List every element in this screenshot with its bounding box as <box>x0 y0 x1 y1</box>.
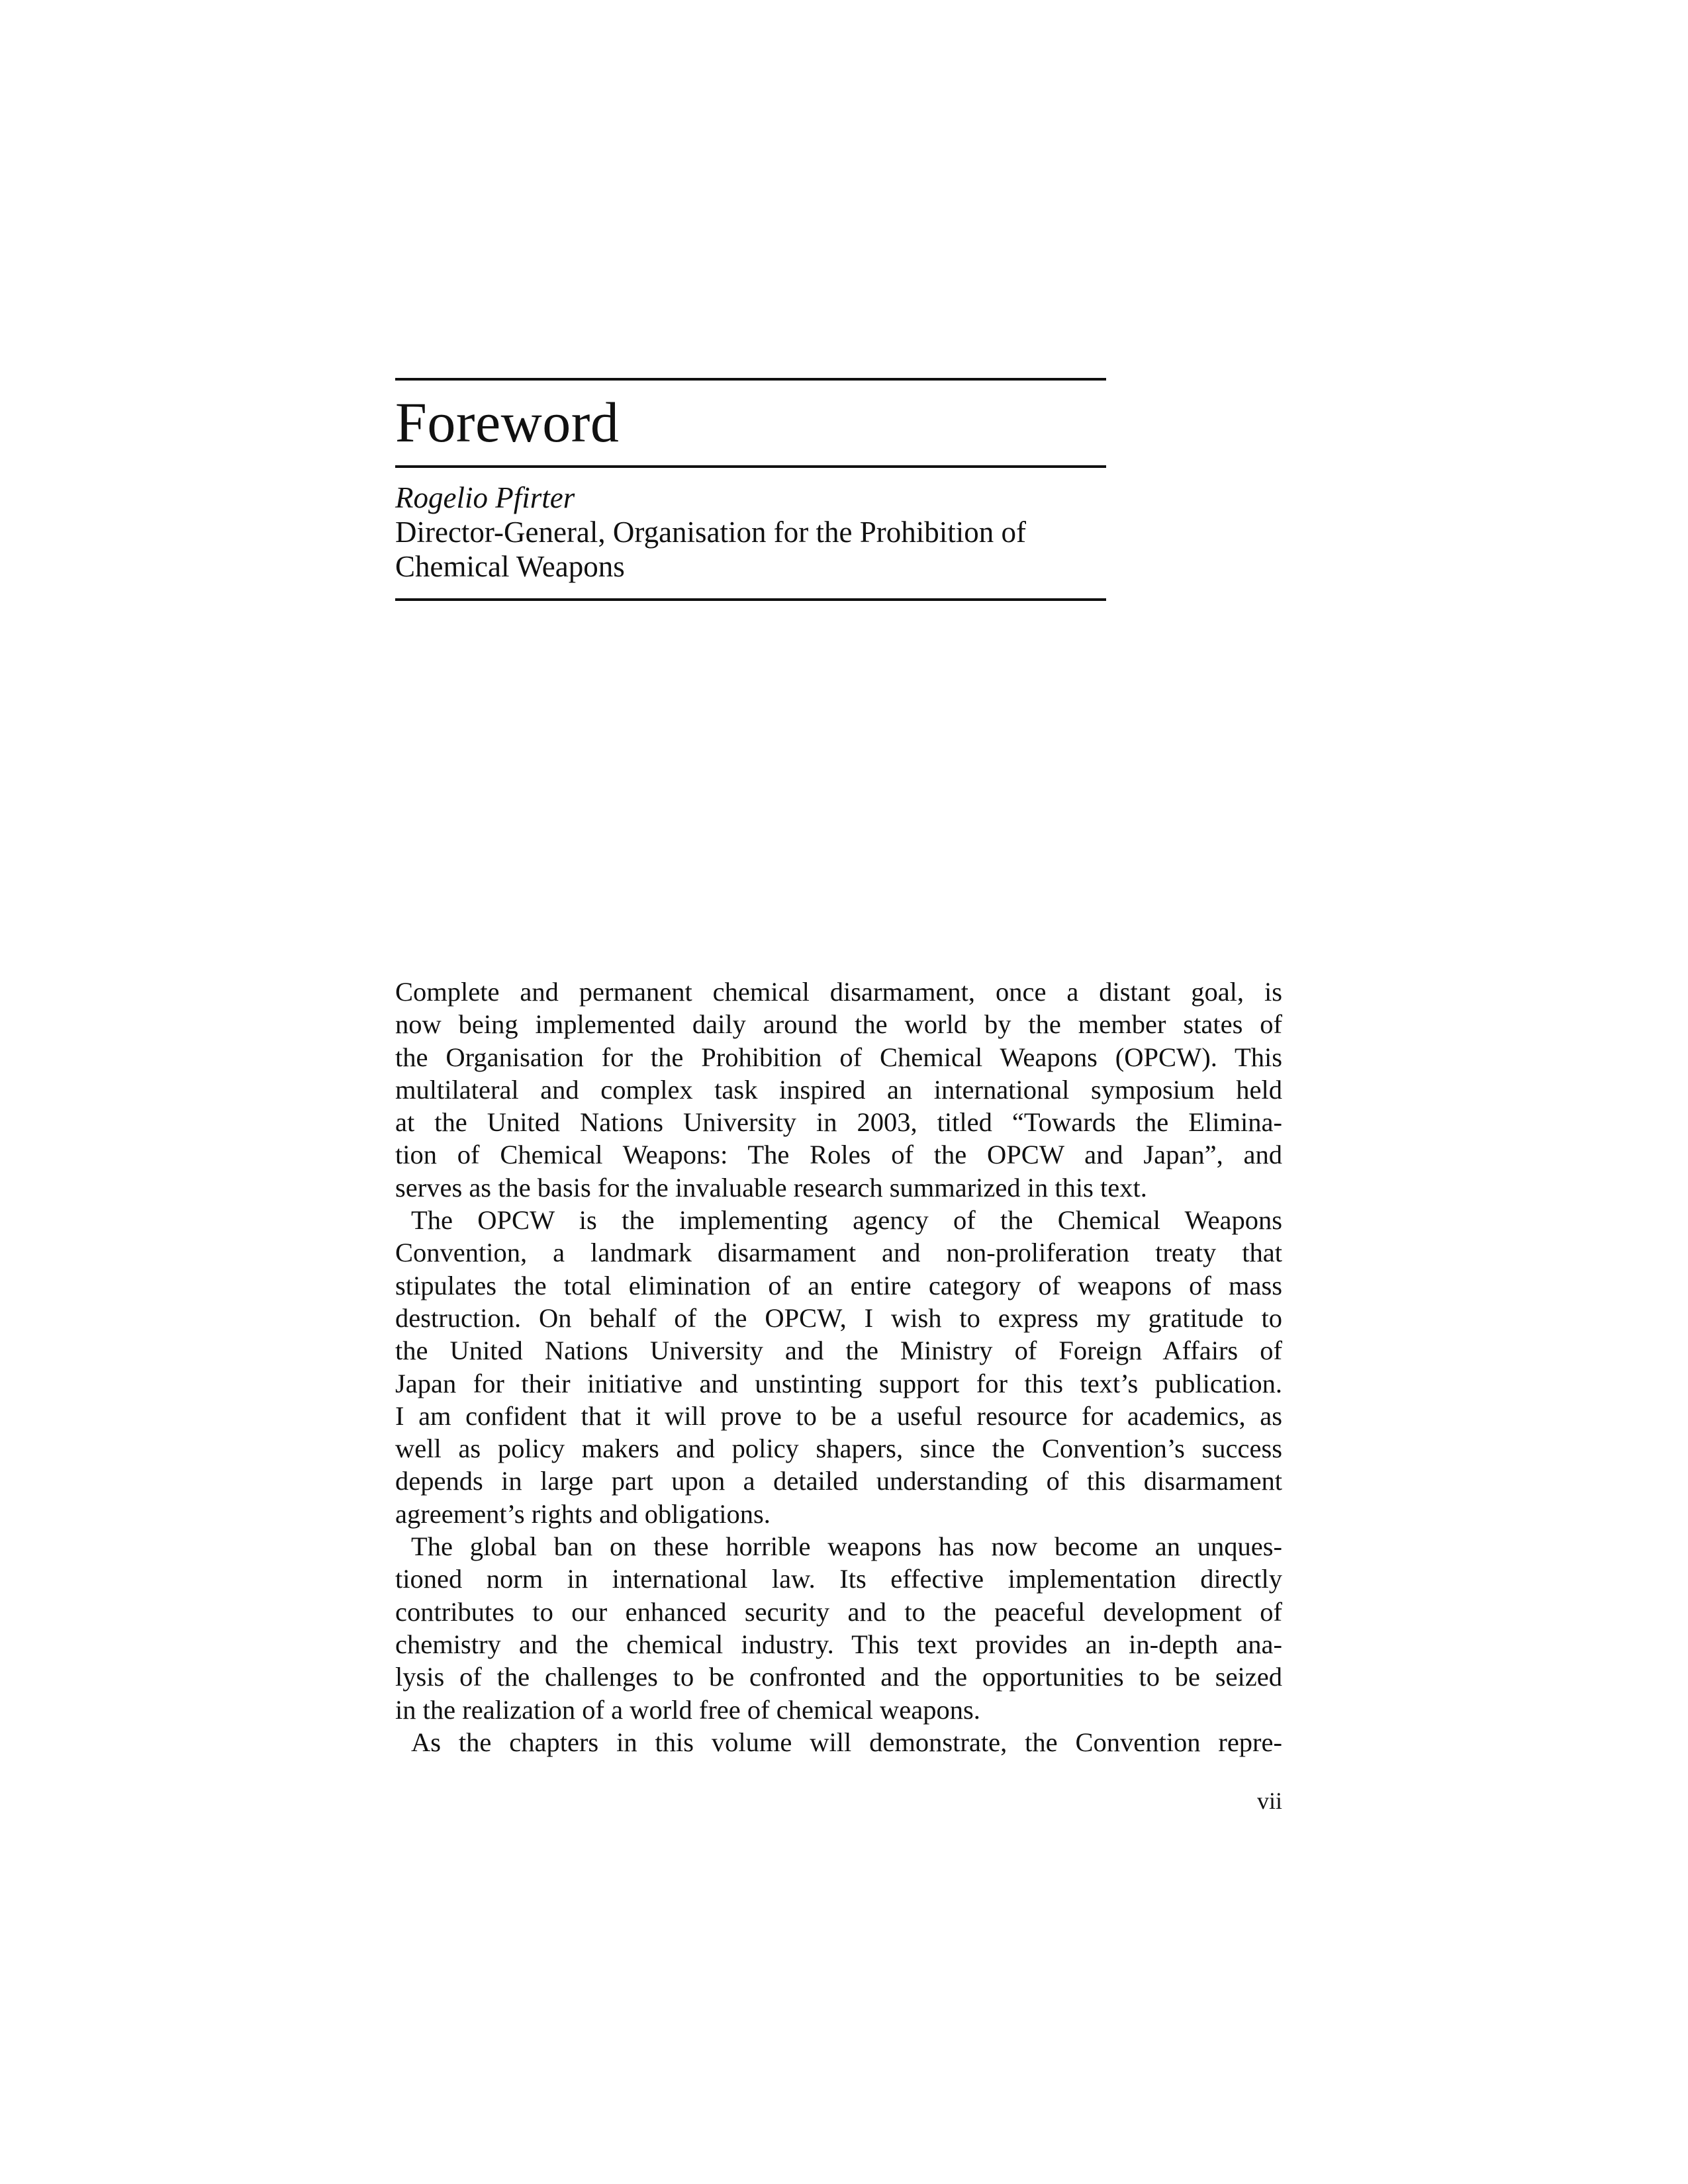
text-line: multilateral and complex task inspired an international symposium held <box>395 1074 1282 1105</box>
text-line: lysis of the challenges to be confronted and the opportunities to be seized <box>395 1662 1282 1692</box>
text-line: The OPCW is the implementing agency of the Chemical Weapons <box>411 1205 1282 1236</box>
text-line: Convention, a landmark disarmament and non-proliferation treaty that <box>395 1238 1282 1268</box>
text-line: tion of Chemical Weapons: The Roles of the OPCW and Japan”, and <box>395 1140 1282 1170</box>
title-bottom-rule <box>395 465 1106 468</box>
body-text <box>395 976 1282 1758</box>
text-line: now being implemented daily around the world by the member states of <box>395 1009 1282 1040</box>
text-line: depends in large part upon a detailed understanding of this disarmament <box>395 1466 1282 1496</box>
text-line: I am confident that it will prove to be a useful resource for academics, as <box>395 1400 1282 1431</box>
text-line: Complete and permanent chemical disarmament, once a distant goal, is <box>395 977 1282 1007</box>
author-name: Rogelio Pfirter <box>395 481 575 514</box>
text-line: Japan for their initiative and unstinting support for this text’s publication. <box>395 1368 1282 1398</box>
paragraph <box>395 1204 1282 1530</box>
text-line: the United Nations University and the Ministry of Foreign Affairs of <box>395 1336 1282 1366</box>
text-line: agreement’s rights and obligations. <box>395 1498 771 1529</box>
author-bottom-rule <box>395 598 1106 601</box>
page-number: vii <box>1256 1788 1282 1814</box>
text-line: contributes to our enhanced security and to the peaceful development of <box>395 1596 1282 1627</box>
author-affiliation-line: Director-General, Organisation for the Prohibition of <box>395 516 1026 549</box>
text-line: at the United Nations University in 2003, titled “Towards the Elimina- <box>395 1107 1282 1138</box>
text-line: stipulates the total elimination of an entire category of weapons of mass <box>395 1270 1282 1300</box>
text-line: destruction. On behalf of the OPCW, I wish to express my gratitude to <box>395 1302 1282 1333</box>
paragraph <box>395 976 1282 1204</box>
chapter-title: Foreword <box>395 390 620 454</box>
paragraph <box>395 1726 1282 1758</box>
paragraph <box>395 1530 1282 1726</box>
author-block <box>395 480 1123 584</box>
text-line: tioned norm in international law. Its effective implementation directly <box>395 1564 1282 1594</box>
text-line: in the realization of a world free of chemical weapons. <box>395 1694 980 1725</box>
text-line: chemistry and the chemical industry. This text provides an in-depth ana- <box>395 1629 1282 1659</box>
text-line: the Organisation for the Prohibition of Chemical Weapons (OPCW). This <box>395 1042 1282 1072</box>
text-line: serves as the basis for the invaluable research summarized in this text. <box>395 1172 1147 1203</box>
author-affiliation-line: Chemical Weapons <box>395 550 625 583</box>
text-line: well as policy makers and policy shapers, since the Convention’s success <box>395 1433 1282 1464</box>
text-line: As the chapters in this volume will demonstrate, the Convention repre- <box>411 1727 1282 1757</box>
text-line: The global ban on these horrible weapons has now become an unques- <box>411 1531 1282 1562</box>
title-top-rule <box>395 378 1106 381</box>
